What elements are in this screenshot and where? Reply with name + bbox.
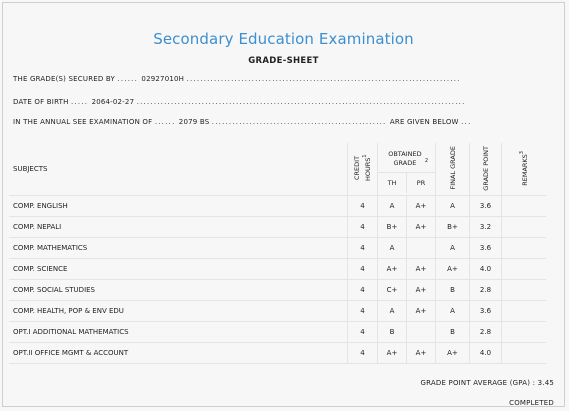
table-row (9, 259, 546, 280)
table-row (9, 217, 546, 238)
table-row (9, 343, 546, 364)
table-row (9, 322, 546, 343)
remarks-cell (502, 196, 547, 217)
subject-cell: COMP. SCIENCE (9, 259, 348, 280)
result-status: COMPLETED (509, 399, 554, 407)
th-grade-cell: A (378, 238, 407, 259)
grades-table (9, 143, 546, 364)
th-grade-cell: B+ (378, 217, 407, 238)
final-grade-header: FINAL GRADE (436, 143, 470, 196)
secured-by-label: THE GRADE(S) SECURED BY (13, 75, 115, 83)
credit-cell: 4 (348, 238, 378, 259)
final-grade-cell: A+ (436, 343, 470, 364)
credit-cell: 4 (348, 259, 378, 280)
exam-title: Secondary Education Examination (153, 30, 414, 48)
th-grade-cell: C+ (378, 280, 407, 301)
obtained-grade-label: OBTAINED GRADE (388, 150, 422, 167)
credit-cell: 4 (348, 322, 378, 343)
obtained-grade-header: OBTAINED GRADE $^2$ TH PR (378, 143, 436, 196)
grade-point-cell: 4.0 (470, 343, 502, 364)
remarks-cell (502, 301, 547, 322)
grade-point-cell: 2.8 (470, 322, 502, 343)
subject-cell: COMP. NEPALI (9, 217, 348, 238)
grade-point-cell: 3.6 (470, 238, 502, 259)
pr-grade-cell (407, 238, 436, 259)
th-header: TH (378, 173, 407, 193)
subject-cell: COMP. SOCIAL STUDIES (9, 280, 348, 301)
table-row (9, 301, 546, 322)
th-grade-cell: A (378, 196, 407, 217)
final-grade-cell: B (436, 322, 470, 343)
th-grade-cell: B (378, 322, 407, 343)
final-grade-cell: A (436, 238, 470, 259)
gpa-line (421, 379, 555, 387)
final-grade-cell: A (436, 196, 470, 217)
final-grade-cell: B+ (436, 217, 470, 238)
credit-cell: 4 (348, 217, 378, 238)
table-row (9, 196, 546, 217)
table-row (9, 280, 546, 301)
pr-grade-cell: A+ (407, 343, 436, 364)
credit-cell: 4 (348, 280, 378, 301)
subject-cell: OPT.I ADDITIONAL MATHEMATICS (9, 322, 348, 343)
final-grade-cell: A (436, 301, 470, 322)
dob-label: DATE OF BIRTH (13, 98, 69, 106)
pr-grade-cell (407, 322, 436, 343)
grade-point-cell: 2.8 (470, 280, 502, 301)
remarks-cell (502, 238, 547, 259)
pr-grade-cell: A+ (407, 301, 436, 322)
final-grade-cell: B (436, 280, 470, 301)
gpa-value: 3.45 (537, 379, 554, 387)
credit-cell: 4 (348, 343, 378, 364)
pr-header: PR (416, 179, 426, 187)
secured-by-line: THE GRADE(S) SECURED BY ...... 02927010H ................................................................................ (13, 75, 461, 83)
pr-grade-cell: A+ (407, 259, 436, 280)
dob-line: DATE OF BIRTH ..... 2064-02-27 ................................................................................................ (13, 98, 466, 106)
table-row (9, 238, 546, 259)
pr-grade-cell: A+ (407, 196, 436, 217)
gpa-label: GRADE POINT AVERAGE (GPA) : (420, 379, 536, 387)
grade-point-header: GRADE POINT (470, 143, 502, 196)
secured-by-value: 02927010H (141, 75, 185, 83)
exam-label: IN THE ANNUAL SEE EXAMINATION OF (13, 118, 153, 126)
grade-point-cell: 4.0 (470, 259, 502, 280)
final-grade-cell: A+ (436, 259, 470, 280)
grade-point-cell: 3.6 (470, 196, 502, 217)
grade-sheet (2, 2, 565, 407)
credit-hours-header: CREDIT HOURS$^1$ (348, 143, 378, 196)
table-header (9, 143, 546, 196)
credit-cell: 4 (348, 196, 378, 217)
remarks-cell (502, 217, 547, 238)
remarks-cell (502, 322, 547, 343)
sheet-subtitle: GRADE-SHEET (248, 56, 319, 66)
th-grade-cell: A+ (378, 259, 407, 280)
subject-cell: COMP. ENGLISH (9, 196, 348, 217)
exam-line: IN THE ANNUAL SEE EXAMINATION OF ...... 2079 BS ................................................... ARE GIVEN BELOW ... (13, 118, 472, 126)
grade-point-cell: 3.6 (470, 301, 502, 322)
subject-cell: COMP. HEALTH, POP & ENV EDU (9, 301, 348, 322)
subjects-header: SUBJECTS (9, 143, 348, 196)
remarks-cell (502, 259, 547, 280)
exam-suffix: ARE GIVEN BELOW (389, 118, 459, 126)
remarks-header: REMARKS$^3$ (502, 143, 547, 196)
subject-cell: OPT.II OFFICE MGMT & ACCOUNT (9, 343, 348, 364)
credit-cell: 4 (348, 301, 378, 322)
pr-grade-cell: A+ (407, 217, 436, 238)
pr-grade-cell: A+ (407, 280, 436, 301)
exam-value: 2079 BS (178, 118, 210, 126)
dob-value: 2064-02-27 (91, 98, 135, 106)
remarks-cell (502, 343, 547, 364)
grade-point-cell: 3.2 (470, 217, 502, 238)
th-grade-cell: A (378, 301, 407, 322)
remarks-cell (502, 280, 547, 301)
subject-cell: COMP. MATHEMATICS (9, 238, 348, 259)
th-grade-cell: A+ (378, 343, 407, 364)
